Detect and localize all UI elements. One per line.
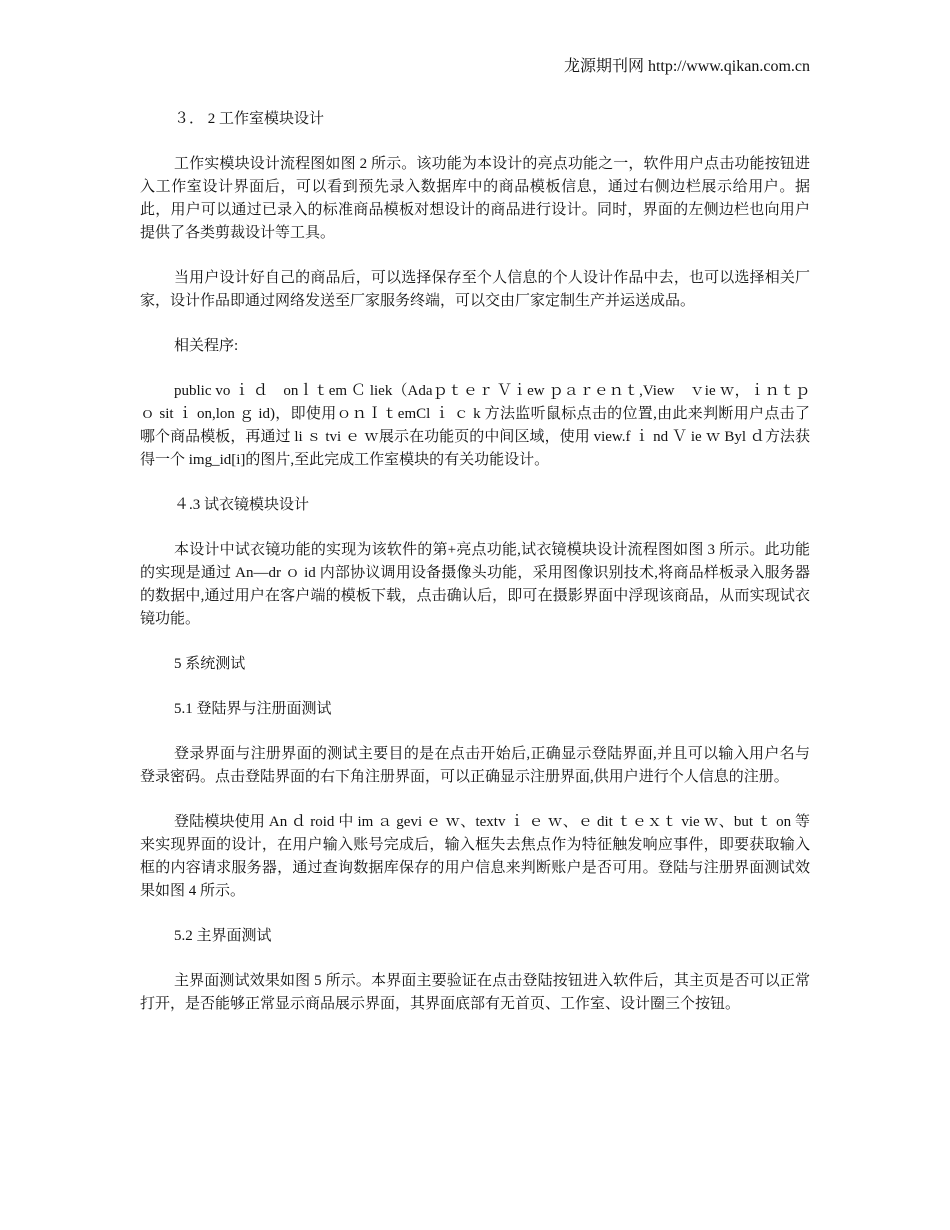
paragraph-studio-flow: 工作实模块设计流程图如图 2 所示。该功能为本设计的亮点功能之一，软件用户点击功能按钮进入工作室设计界面后，可以看到预先录入数据库中的商品模板信息，通过右侧边栏展示给用户。据此，用户可以通过已录入的标准商品模板对想设计的商品进行设计。同时，界面的左侧边栏也向用户提供了各类剪裁设计等工具。 — [140, 156, 810, 241]
paragraph-save-design: 当用户设计好自己的商品后，可以选择保存至个人信息的个人设计作品中去，也可以选择相关厂家，设计作品即通过网络发送至厂家服务终端，可以交由厂家定制生产并运送成品。 — [140, 270, 810, 309]
paragraph-code-snippet: public vo ｉ ｄ onｌｔem Ｃ liek（Adaｐｔｅｒ Ｖｉew ｐａｒｅｎｔ,View ｖie ｗ，ｉｎｔｐｏ sit ｉ on,lon ｇ id)，即使用ｏｎＩｔemCl ｉ ｃ k 方法监听鼠标点击的位置,由此来判断用户点击了哪个商品模板，再通过 li ｓ tvi ｅ ｗ展示在功能页的中间区域，使用 view.f ｉ nd Ｖ ie ｗ Byl ｄ方法获得一个 img_id[i]的图片,至此完成工作室模块的有关功能设计。 — [140, 383, 810, 468]
paragraph-main-test: 主界面测试效果如图 5 所示。本界面主要验证在点击登陆按钮进入软件后，其主页是否可以正常打开，是否能够正常显示商品展示界面，其界面底部有无首页、工作室、设计圈三个按钮。 — [140, 973, 810, 1012]
section-heading-5-2: 5.2 主界面测试 — [174, 928, 272, 944]
paragraph-login-module: 登陆模块使用 An ｄ roid 中 im ａ gevi ｅ ｗ、textv ｉ ｅ ｗ、ｅ dit ｔｅｘｔ vie ｗ、but ｔ on 等来实现界面的设计，在用户输入账号完成后，输入框失去焦点作为特征触发响应事件，即要获取输入框的内容请求服务器，通过查询数据库保存的用户信息来判断账户是否可用。登陆与注册界面测试效果如图 4 所示。 — [140, 814, 810, 899]
article-body — [140, 108, 810, 1038]
section-heading-3-2: ３． 2 工作室模块设计 — [174, 111, 325, 127]
section-heading-4-3: ４.3 试衣镜模块设计 — [174, 497, 310, 513]
paragraph-login-test: 登录界面与注册界面的测试主要目的是在点击开始后,正确显示登陆界面,并且可以输入用户名与登录密码。点击登陆界面的右下角注册界面，可以正确显示注册界面,供用户进行个人信息的注册。 — [140, 746, 810, 785]
site-header: 龙源期刊网 http://www.qikan.com.cn — [563, 58, 810, 75]
paragraph-related-code-label: 相关程序: — [174, 338, 239, 354]
section-heading-5: 5 系统测试 — [174, 656, 246, 672]
section-heading-5-1: 5.1 登陆界与注册面测试 — [174, 701, 332, 717]
paragraph-mirror-module: 本设计中试衣镜功能的实现为该软件的第+亮点功能,试衣镜模块设计流程图如图 3 所示。此功能的实现是通过 An—dr ｏ id 内部协议调用设备摄像头功能，采用图像识别技术,将商品样板录入服务器的数据中,通过用户在客户端的模板下载，点击确认后，即可在摄影界面中浮现该商品，从而实现试衣镜功能。 — [140, 542, 810, 627]
